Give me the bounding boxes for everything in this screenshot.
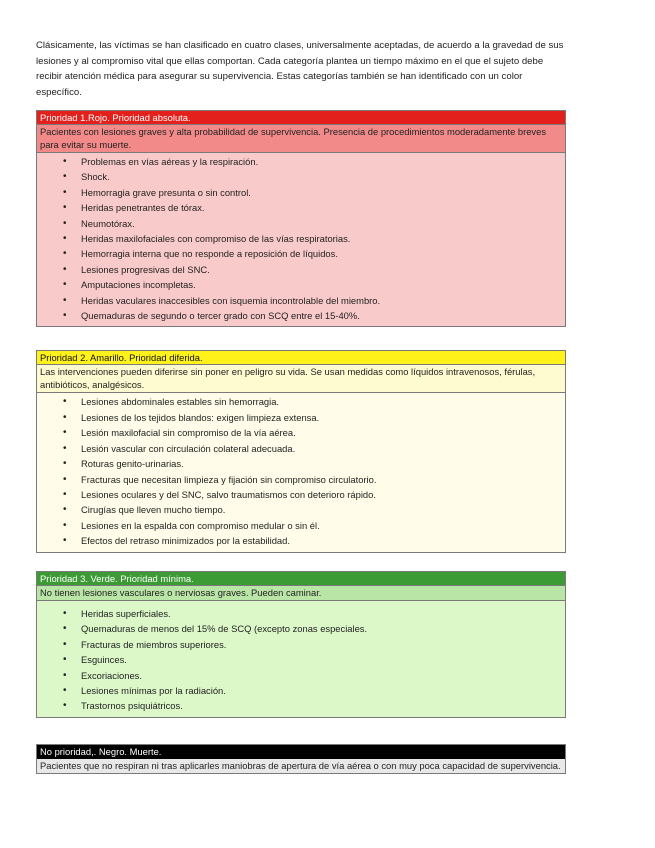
priority-black-title: No prioridad,. Negro. Muerte.: [37, 745, 565, 759]
list-item: • Fracturas que necesitan limpieza y fijación sin compromiso circulatorio.: [81, 472, 565, 487]
priority-green-description: No tienen lesiones vasculares o nerviosas graves. Pueden caminar.: [37, 586, 565, 602]
list-item: • Lesiones de los tejidos blandos: exigen limpieza extensa.: [81, 410, 565, 425]
list-item: • Heridas superficiales.: [81, 606, 565, 621]
intro-paragraph: Clásicamente, las víctimas se han clasificado en cuatro clases, universalmente aceptadas, de acuerdo a la gravedad de sus lesiones y al compromiso vital que ellas comportan. Cada categoría plantea un tiempo máximo en el que el sujeto debe recibir atención médica para asegurar su supervivencia. Estas categorías también se han identificado con un color específico.: [36, 40, 564, 98]
list-item: • Trastornos psiquiátricos.: [81, 698, 565, 713]
priority-green-list: [37, 601, 565, 717]
priority-yellow-title: Prioridad 2. Amarillo. Prioridad diferida.: [37, 351, 565, 365]
priority-black-box: [36, 744, 566, 775]
list-item: • Lesión vascular con circulación colateral adecuada.: [81, 441, 565, 456]
priority-yellow-description: Las intervenciones pueden diferirse sin poner en peligro su vida. Se usan medidas como líquidos intravenosos, férulas, antibióticos, analgésicos.: [37, 365, 565, 393]
list-item: • Lesiones progresivas del SNC.: [81, 262, 565, 277]
list-item: • Shock.: [81, 169, 565, 184]
list-item: • Lesiones oculares y del SNC, salvo traumatismos con deterioro rápido.: [81, 487, 565, 502]
priority-red-title: Prioridad 1.Rojo. Prioridad absoluta.: [37, 111, 565, 125]
priority-red-description: Pacientes con lesiones graves y alta probabilidad de supervivencia. Presencia de procedimientos moderadamente breves para evitar su muerte.: [37, 125, 565, 153]
list-item: • Lesiones en la espalda con compromiso medular o sin él.: [81, 518, 565, 533]
list-item: • Quemaduras de segundo o tercer grado con SCQ entre el 15-40%.: [81, 308, 565, 323]
priority-green-box: [36, 571, 566, 718]
list-item: • Lesiones mínimas por la radiación.: [81, 683, 565, 698]
list-item: • Amputaciones incompletas.: [81, 277, 565, 292]
list-item: • Cirugías que lleven mucho tiempo.: [81, 502, 565, 517]
list-item: • Excoriaciones.: [81, 668, 565, 683]
list-item: • Heridas maxilofaciales con compromiso de las vías respiratorias.: [81, 231, 565, 246]
list-item: • Hemorragia interna que no responde a reposición de líquidos.: [81, 246, 565, 261]
priority-red-box: [36, 110, 566, 327]
document-page: [36, 38, 566, 774]
list-item: • Efectos del retraso minimizados por la estabilidad.: [81, 533, 565, 548]
list-item: • Fracturas de miembros superiores.: [81, 637, 565, 652]
list-item: • Hemorragia grave presunta o sin control.: [81, 185, 565, 200]
list-item: • Quemaduras de menos del 15% de SCQ (excepto zonas especiales.: [81, 621, 565, 636]
list-item: • Heridas vaculares inaccesibles con isquemia incontrolable del miembro.: [81, 293, 565, 308]
list-item: • Problemas en vías aéreas y la respiración.: [81, 154, 565, 169]
priority-red-list: [37, 153, 565, 326]
list-item: • Lesión maxilofacial sin compromiso de la vía aérea.: [81, 425, 565, 440]
priority-yellow-list: [37, 393, 565, 551]
list-item: • Esguinces.: [81, 652, 565, 667]
list-item: • Roturas genito-urinarias.: [81, 456, 565, 471]
list-item: • Neumotórax.: [81, 216, 565, 231]
list-item: • Heridas penetrantes de tórax.: [81, 200, 565, 215]
priority-green-title: Prioridad 3. Verde. Prioridad mínima.: [37, 572, 565, 586]
list-item: • Lesiones abdominales estables sin hemorragia.: [81, 394, 565, 409]
priority-black-description: Pacientes que no respiran ni tras aplicarles maniobras de apertura de vía aérea o con muy poca capacidad de supervivencia.: [37, 759, 565, 774]
priority-yellow-box: [36, 350, 566, 552]
